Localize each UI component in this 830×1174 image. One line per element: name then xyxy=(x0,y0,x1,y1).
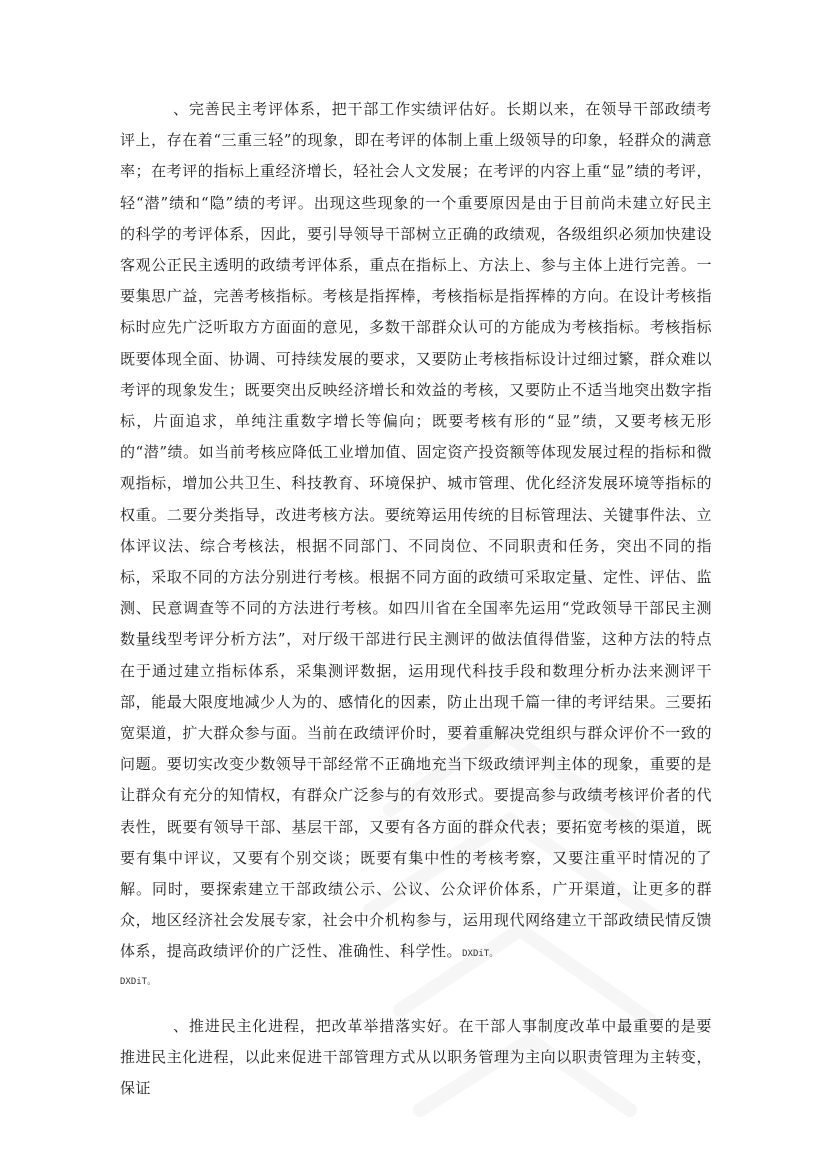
source-tag-block: DXDiT。 xyxy=(120,976,157,987)
paragraph-text: 、完善民主考评体系，把干部工作实绩评估好。长期以来，在领导干部政绩考评上，存在着“三重三轻”的现象，即在考评的体制上重上级领导的印象，轻群众的满意率；在考评的指标上重经济增长，轻社会人文发展；在考评的内容上重“显”绩的考评，轻“潜”绩和“隐”绩的考评。出现这些现象的一个重要原因是由于目前尚未建立好民主的科学的考评体系，因此，要引导领导干部树立正确的政绩观，各级组织必须加快建设客观公正民主透明的政绩考评体系，重点在指标上、方法上、参与主体上进行完善。一要集思广益，完善考核指标。考核是指挥棒，考核指标是指挥棒的方向。在设计考核指标时应先广泛听取方方面面的意见，多数干部群众认可的方能成为考核指标。考核指标既要体现全面、协调、可持续发展的要求，又要防止考核指标设计过细过繁，群众难以考评的现象发生；既要突出反映经济增长和效益的考核，又要防止不适当地突出数字指标，片面追求，单纯注重数字增长等偏向；既要考核有形的“显”绩，又要考核无形的“潜”绩。如当前考核应降低工业增加值、固定资产投资额等体现发展过程的指标和微观指标，增加公共卫生、科技教育、环境保护、城市管理、优化经济发展环境等指标的权重。二要分类指导，改进考核方法。要统筹运用传统的目标管理法、关键事件法、立体评议法、综合考核法，根据不同部门、不同岗位、不同职责和任务，突出不同的指标，采取不同的方法分别进行考核。根据不同方面的政绩可采取定量、定性、评估、监测、民意调查等不同的方法进行考核。如四川省在全国率先运用“党政领导干部民主测数量线型考评分析方法”，对厅级干部进行民主测评的做法值得借鉴，这种方法的特点在于通过建立指标体系，采集测评数据，运用现代科技手段和数理分析办法来测评干部，能最大限度地减少人为的、感情化的因素，防止出现千篇一律的考评结果。三要拓宽渠道，扩大群众参与面。当前在政绩评价时，要着重解决党组织与群众评价不一致的问题。要切实改变少数领导干部经常不正确地充当下级政绩评判主体的现象，重要的是让群众有充分的知情权，有群众广泛参与的有效形式。要提高参与政绩考核评价者的代表性，既要有领导干部、基层干部，又要有各方面的群众代表；要拓宽考核的渠道，既要有集中评议，又要有个别交谈；既要有集中性的考核考察，又要注重平时情况的了解。同时，要探索建立干部政绩公示、公议、公众评价体系，广开渠道，让更多的群众，地区经济社会发展专家，社会中介机构参与，运用现代网络建立干部政绩民情反馈体系，提高政绩评价的广泛性、准确性、科学性。 xyxy=(120,100,712,961)
paragraph-text: 、推进民主化进程，把改革举措落实好。在干部人事制度改革中最重要的是要推进民主化进程，以此来促进干部管理方式从以职务管理为主向以职责管理为主转变，保证 xyxy=(120,1017,712,1098)
source-tag-inline: DXDiT。 xyxy=(462,949,499,960)
paragraph-democratization xyxy=(120,1011,712,1105)
paragraph-democratic-evaluation xyxy=(120,94,712,993)
